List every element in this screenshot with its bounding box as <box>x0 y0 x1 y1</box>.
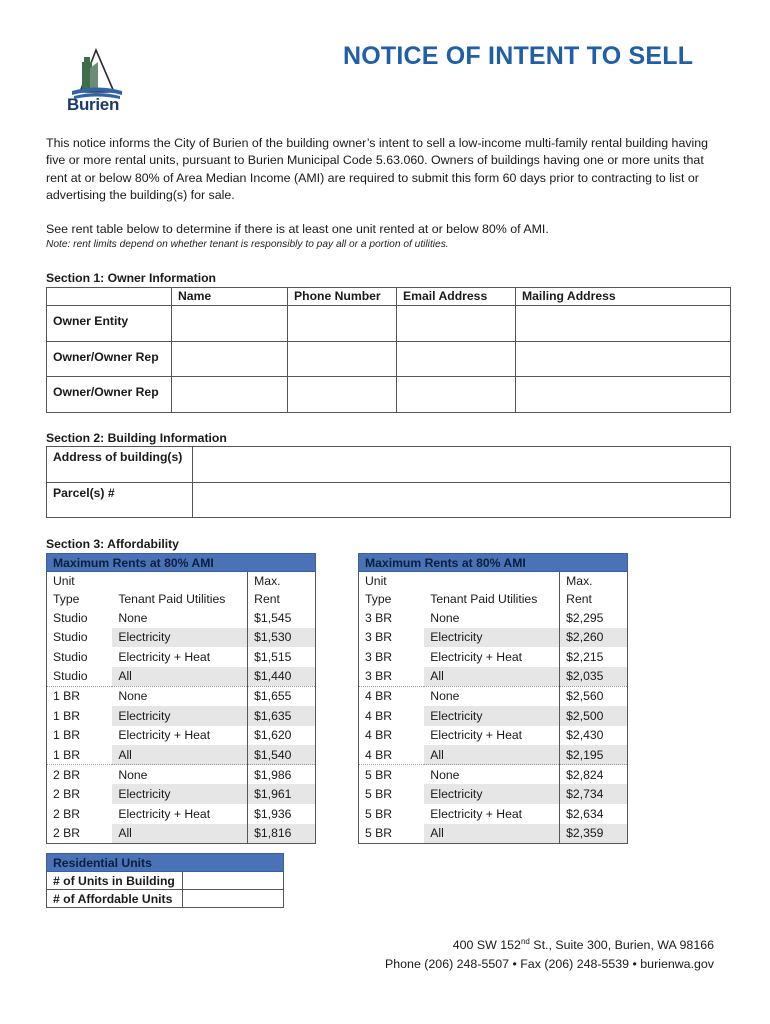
col-header-max-rent: Max. Rent <box>560 572 628 609</box>
row-label-address: Address of building(s) <box>47 447 193 483</box>
table-row <box>47 890 284 908</box>
unit-type-cell: 1 BR <box>47 706 113 726</box>
unit-type-cell: 3 BR <box>365 649 393 664</box>
utilities-cell: Electricity + Heat <box>430 806 523 821</box>
table-row <box>359 765 628 785</box>
col-header-utilities: Tenant Paid Utilities <box>118 592 226 606</box>
table-row <box>47 482 731 518</box>
rent-table-large-units <box>358 553 628 844</box>
utilities-cell: None <box>118 767 148 782</box>
owner-info-table <box>46 287 731 413</box>
parcel-number-field[interactable] <box>193 482 731 518</box>
table-row <box>47 447 731 483</box>
utilities-cell: Electricity <box>424 628 559 648</box>
unit-type-cell: 1 BR <box>53 728 81 743</box>
table-row <box>359 804 628 824</box>
row-label-owner-rep-1: Owner/Owner Rep <box>47 341 172 377</box>
max-rent-cell: $1,936 <box>248 804 316 824</box>
table-row <box>359 726 628 746</box>
utilities-cell: Electricity + Heat <box>118 806 211 821</box>
table-row <box>359 745 628 765</box>
residential-units-table <box>46 853 284 908</box>
utilities-cell: Electricity + Heat <box>430 649 523 664</box>
utilities-cell: All <box>112 745 247 765</box>
owner-header-mailing: Mailing Address <box>516 288 731 306</box>
table-row <box>359 824 628 844</box>
rent-table-title: Maximum Rents at 80% AMI <box>47 554 316 572</box>
table-row <box>47 647 316 667</box>
owner-rep1-mailing-field[interactable] <box>516 341 731 377</box>
owner-rep2-mailing-field[interactable] <box>516 377 731 413</box>
owner-rep1-phone-field[interactable] <box>288 341 397 377</box>
table-row <box>47 706 316 726</box>
logo-text: Burien <box>67 95 120 114</box>
unit-type-cell: 2 BR <box>53 806 81 821</box>
utilities-cell: Electricity <box>424 706 559 726</box>
max-rent-cell: $1,986 <box>248 765 316 785</box>
unit-type-cell: Studio <box>53 649 88 664</box>
max-rent-cell: $2,500 <box>560 706 628 726</box>
unit-type-cell: 3 BR <box>365 610 393 625</box>
section2-label: Section 2: Building Information <box>46 431 227 445</box>
row-label-owner-rep-2: Owner/Owner Rep <box>47 377 172 413</box>
unit-type-cell: 3 BR <box>359 667 425 687</box>
owner-header-blank <box>47 288 172 306</box>
table-row <box>359 608 628 628</box>
units-in-building-field[interactable] <box>183 872 284 890</box>
utilities-cell: All <box>112 667 247 687</box>
unit-type-cell: 1 BR <box>53 689 81 704</box>
rent-table-column-headers <box>359 572 628 609</box>
max-rent-cell: $1,816 <box>248 824 316 844</box>
table-row <box>47 872 284 890</box>
building-address-field[interactable] <box>193 447 731 483</box>
unit-type-cell: 4 BR <box>359 745 425 765</box>
unit-type-cell: 5 BR <box>365 767 393 782</box>
unit-type-cell: 1 BR <box>47 745 113 765</box>
max-rent-cell: $1,540 <box>248 745 316 765</box>
unit-type-cell: 4 BR <box>365 728 393 743</box>
utilities-cell: None <box>430 610 460 625</box>
building-info-table <box>46 446 731 518</box>
utilities-cell: Electricity <box>112 784 247 804</box>
max-rent-cell: $2,295 <box>560 608 628 628</box>
table-row <box>47 765 316 785</box>
max-rent-cell: $2,560 <box>560 686 628 706</box>
utilities-cell: All <box>112 824 247 844</box>
owner-rep2-name-field[interactable] <box>172 377 288 413</box>
max-rent-cell: $2,195 <box>560 745 628 765</box>
unit-type-cell: Studio <box>53 610 88 625</box>
utilities-cell: None <box>118 689 148 704</box>
col-header-unit-type: Unit Type <box>53 574 80 606</box>
table-row <box>47 306 731 342</box>
col-header-unit-type: Unit Type <box>365 574 392 606</box>
utilities-note: Note: rent limits depend on whether tenant is responsibly to pay all or a portion of utilities. <box>46 239 449 250</box>
table-row <box>359 706 628 726</box>
table-row <box>47 377 731 413</box>
unit-type-cell: 5 BR <box>365 806 393 821</box>
rent-table-small-units <box>46 553 316 844</box>
max-rent-cell: $2,734 <box>560 784 628 804</box>
owner-entity-mailing-field[interactable] <box>516 306 731 342</box>
utilities-cell: Electricity + Heat <box>118 649 211 664</box>
intro-paragraph: This notice informs the City of Burien of the building owner’s intent to sell a low-income multi-family rental building having five or more rental units, pursuant to Burien Municipal Code 5.63.060. Owners of buildings having one or more units that rent at or below 80% of Area Median Income (AMI) are required to submit this form 60 days prior to contracting to list or advertising the building(s) for sale. <box>46 136 709 203</box>
utilities-cell: None <box>430 689 460 704</box>
table-row <box>47 804 316 824</box>
owner-rep2-phone-field[interactable] <box>288 377 397 413</box>
affordable-units-field[interactable] <box>183 890 284 908</box>
max-rent-cell: $1,635 <box>248 706 316 726</box>
row-label-owner-entity: Owner Entity <box>47 306 172 342</box>
max-rent-cell: $2,634 <box>560 804 628 824</box>
utilities-cell: None <box>118 610 148 625</box>
rent-instruction: See rent table below to determine if there is at least one unit rented at or below 80% of AMI. <box>46 222 549 236</box>
table-row <box>47 608 316 628</box>
row-label-parcel: Parcel(s) # <box>47 482 193 518</box>
max-rent-cell: $1,530 <box>248 628 316 648</box>
footer-contact: Phone (206) 248-5507 • Fax (206) 248-5539 • burienwa.gov <box>385 957 714 972</box>
utilities-cell: None <box>430 767 460 782</box>
unit-type-cell: 2 BR <box>53 767 81 782</box>
table-row <box>47 686 316 706</box>
utilities-cell: Electricity <box>424 784 559 804</box>
max-rent-cell: $2,215 <box>560 647 628 667</box>
row-label-units-in-building: # of Units in Building <box>47 872 183 890</box>
owner-entity-phone-field[interactable] <box>288 306 397 342</box>
residential-units-title: Residential Units <box>47 854 284 872</box>
unit-type-cell: 4 BR <box>359 706 425 726</box>
max-rent-cell: $1,655 <box>248 686 316 706</box>
utilities-cell: Electricity <box>112 628 247 648</box>
utilities-cell: All <box>424 824 559 844</box>
table-row <box>359 686 628 706</box>
utilities-cell: Electricity + Heat <box>118 728 211 743</box>
table-row <box>47 784 316 804</box>
owner-rep1-email-field[interactable] <box>397 341 516 377</box>
max-rent-cell: $1,961 <box>248 784 316 804</box>
page-title: NOTICE OF INTENT TO SELL <box>343 42 694 70</box>
utilities-cell: All <box>424 745 559 765</box>
rent-table-title: Maximum Rents at 80% AMI <box>359 554 628 572</box>
table-row <box>47 745 316 765</box>
table-row <box>47 726 316 746</box>
table-row <box>359 647 628 667</box>
utilities-cell: All <box>424 667 559 687</box>
col-header-utilities: Tenant Paid Utilities <box>430 592 538 606</box>
table-row <box>359 667 628 687</box>
unit-type-cell: 2 BR <box>47 784 113 804</box>
owner-rep2-email-field[interactable] <box>397 377 516 413</box>
max-rent-cell: $1,440 <box>248 667 316 687</box>
table-row <box>359 784 628 804</box>
rent-table-column-headers <box>47 572 316 609</box>
utilities-cell: Electricity + Heat <box>430 728 523 743</box>
max-rent-cell: $2,824 <box>560 765 628 785</box>
owner-entity-email-field[interactable] <box>397 306 516 342</box>
max-rent-cell: $2,260 <box>560 628 628 648</box>
owner-header-phone: Phone Number <box>288 288 397 306</box>
section1-label: Section 1: Owner Information <box>46 271 216 285</box>
table-row <box>47 667 316 687</box>
max-rent-cell: $2,430 <box>560 726 628 746</box>
col-header-max-rent: Max. Rent <box>248 572 316 609</box>
owner-header-name: Name <box>172 288 288 306</box>
utilities-cell: Electricity <box>112 706 247 726</box>
table-row <box>47 628 316 648</box>
row-label-affordable-units: # of Affordable Units <box>47 890 183 908</box>
unit-type-cell: 3 BR <box>359 628 425 648</box>
table-row <box>47 341 731 377</box>
max-rent-cell: $1,515 <box>248 647 316 667</box>
max-rent-cell: $2,035 <box>560 667 628 687</box>
section3-label: Section 3: Affordability <box>46 537 179 551</box>
table-row <box>359 628 628 648</box>
max-rent-cell: $1,620 <box>248 726 316 746</box>
owner-header-email: Email Address <box>397 288 516 306</box>
table-row <box>47 824 316 844</box>
unit-type-cell: Studio <box>47 667 113 687</box>
max-rent-cell: $1,545 <box>248 608 316 628</box>
unit-type-cell: 2 BR <box>47 824 113 844</box>
owner-rep1-name-field[interactable] <box>172 341 288 377</box>
unit-type-cell: Studio <box>47 628 113 648</box>
max-rent-cell: $2,359 <box>560 824 628 844</box>
unit-type-cell: 4 BR <box>365 689 393 704</box>
unit-type-cell: 5 BR <box>359 784 425 804</box>
unit-type-cell: 5 BR <box>359 824 425 844</box>
footer-address: 400 SW 152nd St., Suite 300, Burien, WA 98166 <box>452 936 714 952</box>
owner-entity-name-field[interactable] <box>172 306 288 342</box>
footer <box>385 936 714 975</box>
